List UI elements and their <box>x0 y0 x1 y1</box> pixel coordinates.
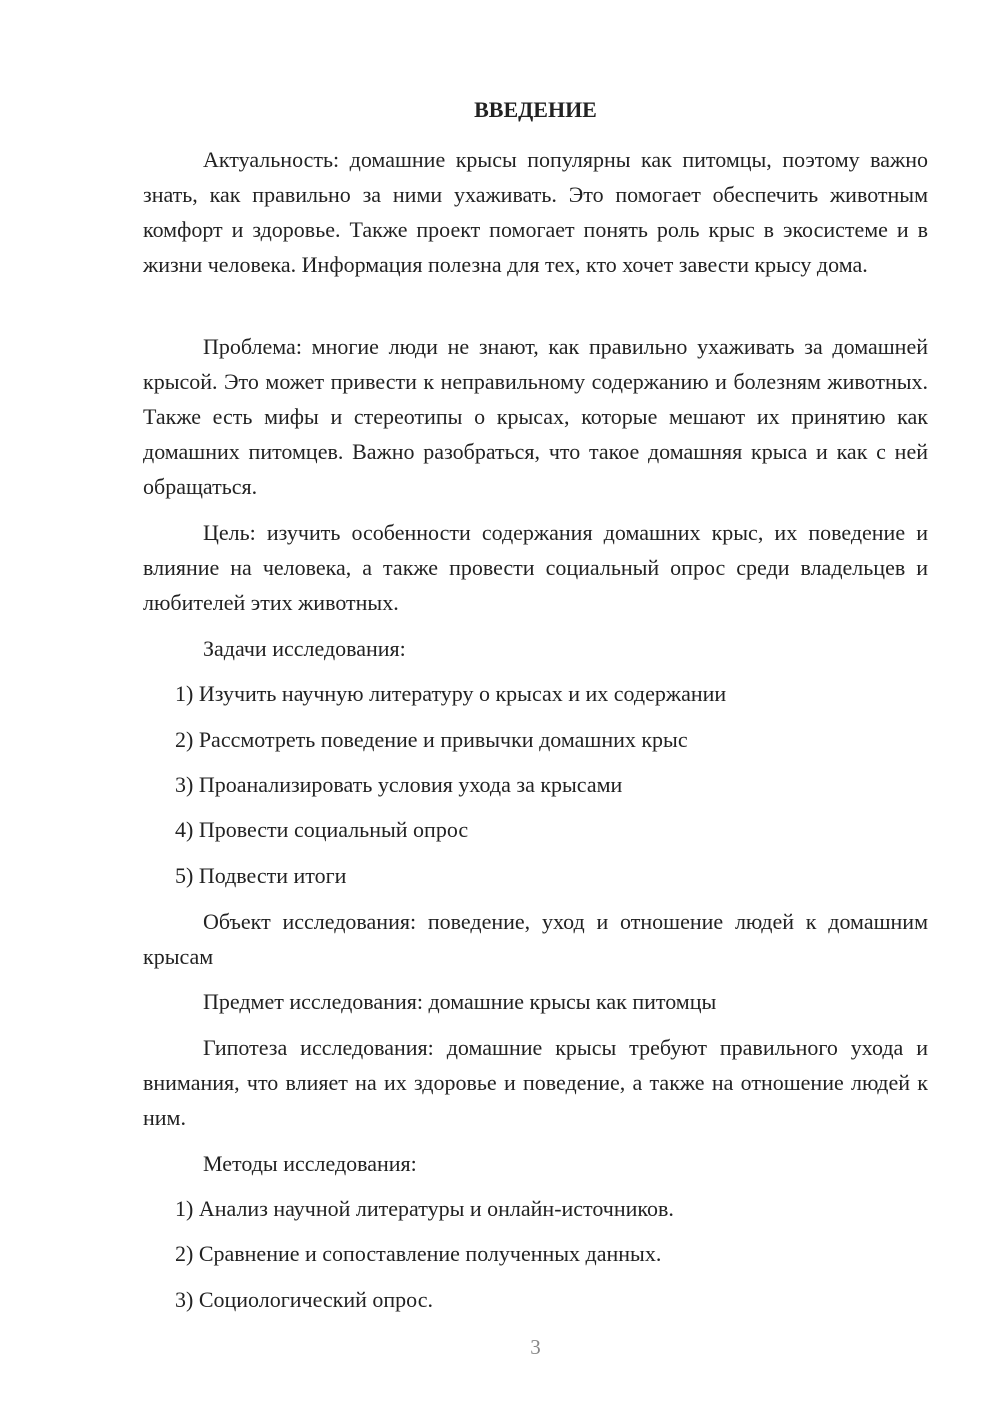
problem-paragraph: Проблема: многие люди не знают, как правильно ухаживать за домашней крысой. Это может привести к неправильному содержанию и болезням животных. Также есть мифы и стереотипы о крысах, которые мешают их принятию как домашних питомцев. Важно разобраться, что такое домашняя крыса и как с ней обращаться. <box>143 334 928 499</box>
task-item: 4) Провести социальный опрос <box>175 817 469 842</box>
method-item: 2) Сравнение и сопоставление полученных данных. <box>175 1241 662 1266</box>
section-heading: ВВЕДЕНИЕ <box>474 97 597 122</box>
goal-paragraph: Цель: изучить особенности содержания домашних крыс, их поведение и влияние на человека, а также провести социальный опрос среди владельцев и любителей этих животных. <box>143 520 928 615</box>
hypothesis-paragraph: Гипотеза исследования: домашние крысы требуют правильного ухода и внимания, что влияет на их здоровье и поведение, а также на отношение людей к ним. <box>143 1035 928 1130</box>
document-page <box>143 0 928 1414</box>
task-item: 2) Рассмотреть поведение и привычки домашних крыс <box>175 727 688 752</box>
method-item: 3) Социологический опрос. <box>175 1287 433 1312</box>
task-item: 1) Изучить научную литературу о крысах и их содержании <box>175 681 727 706</box>
method-item: 1) Анализ научной литературы и онлайн-источников. <box>175 1196 674 1221</box>
methods-heading: Методы исследования: <box>203 1151 417 1176</box>
object-paragraph: Объект исследования: поведение, уход и отношение людей к домашним крысам <box>143 909 928 969</box>
relevance-paragraph: Актуальность: домашние крысы популярны как питомцы, поэтому важно знать, как правильно за ними ухаживать. Это помогает обеспечить животным комфорт и здоровье. Также проект помогает понять роль крыс в экосистеме и в жизни человека. Информация полезна для тех, кто хочет завести крысу дома. <box>143 147 928 277</box>
subject-paragraph: Предмет исследования: домашние крысы как питомцы <box>203 989 717 1014</box>
task-item: 3) Проанализировать условия ухода за крысами <box>175 772 623 797</box>
tasks-heading: Задачи исследования: <box>203 636 406 661</box>
task-item: 5) Подвести итоги <box>175 863 347 888</box>
page-number: 3 <box>530 1335 541 1359</box>
